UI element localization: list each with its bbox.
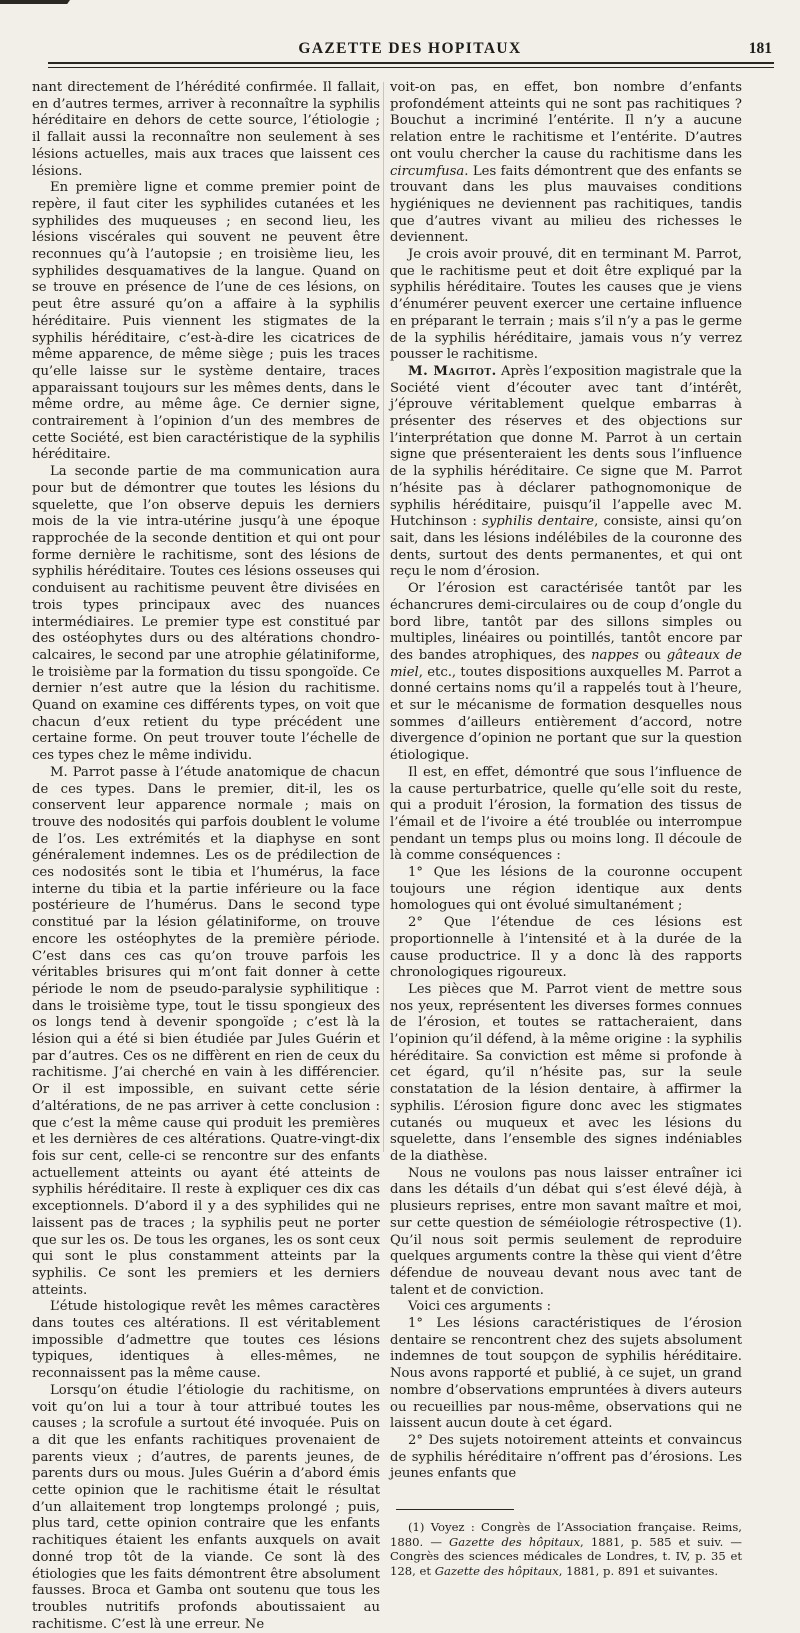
paragraph: Il est, en effet, démontré que sous l’influence de la cause perturbatrice, quelle qu’elle soit du reste, qui a produit l’érosion, la formation des tissus de l’émail et de l’ivoire a été troublée ou interrompue pendant un temps plus ou moins long. Il découle de là comme conséquences : — [390, 764, 742, 864]
column-divider — [383, 82, 384, 1152]
list-item: 2° Des sujets notoirement atteints et convaincus de syphilis héréditaire n’offrent pas d’érosions. Les jeunes enfants que — [390, 1432, 742, 1482]
footnote: (1) Voyez : Congrès de l’Association française. Reims, 1880. — Gazette des hôpitaux, 1881, p. 585 et suiv. — Congrès des sciences médicales de Londres, t. IV, p. 35 et 128, et Gazette des hôpitaux, 1881, p. 891 et suivantes. — [390, 1520, 742, 1578]
paragraph: Lorsqu’on étudie l’étiologie du rachitisme, on voit qu’on lui a tour à tour attribué toutes les causes ; la scrofule a surtout été invoquée. Puis on a dit que les enfants rachitiques provenaient de parents vieux ; d’autres, de parents jeunes, de parents durs ou mous. Jules Guérin a d’abord émis cette opinion que le rachitisme était le résultat d’un allaitement trop longtemps prolongé ; puis, plus tard, cette opinion contraire que les enfants rachitiques étaient les enfants auxquels on avait donné trop tôt de la viande. Ce sont là des étiologies que les faits démontrent être absolument fausses. Broca et Gamba ont soutenu que tous les troubles nutritifs profonds aboutissaient au rachitisme. C’est là une erreur. Ne — [32, 1382, 380, 1632]
paragraph: Or l’érosion est caractérisée tantôt par les échancrures demi-circulaires ou de coup d’ongle du bord libre, tantôt par des sillons simples ou multiples, linéaires ou pointillés, tantôt encore par des bandes atrophiques, des nappes ou gâteaux de miel, etc., toutes dispositions auxquelles M. Parrot a donné certains noms qu’il a rappelés tout à l’heure, et sur le mécanisme de formation desquelles nous sommes d’ailleurs entièrement d’accord, notre divergence d’opinion ne portant que sur la question étiologique. — [390, 581, 742, 764]
paragraph: La seconde partie de ma communication aura pour but de démontrer que toutes les lésions du squelette, que l’on observe depuis les derniers mois de la vie intra-utérine jusqu’à une époque rapprochée de la seconde dentition et qui ont pour forme dernière le rachitisme, sont des lésions de syphilis héréditaire. Toutes ces lésions osseuses qui conduisent au rachitisme peuvent être divisées en trois types principaux avec des nuances intermédiaires. Le premier type est constitué par des ostéophytes durs ou des altérations chondro-calcaires, le second par une atrophie gélatiniforme, le troisième par la formation du tissu spongoïde. Ce dernier n’est autre que la lésion du rachitisme. Quand on examine ces différents types, on voit que chacun d’eux retient du type précédent une certaine forme. On peut trouver toute l’échelle de ces types chez le même individu. — [32, 464, 380, 764]
list-item: 2° Que l’étendue de ces lésions est proportionnelle à l’intensité et à la durée de la cause productrice. Il y a donc là des rapports chronologiques rigoureux. — [390, 915, 742, 981]
header-rule-thin — [48, 67, 774, 68]
left-column — [32, 80, 380, 1633]
paragraph: M. Parrot passe à l’étude anatomique de chacun de ces types. Dans le premier, dit-il, les os conservent leur apparence normale ; mais on trouve des nodosités qui parfois doublent le volume de l’os. Les extrémités et la diaphyse en sont généralement indemnes. Les os de prédilection de ces nodosités sont le tibia et l’humérus, la face interne du tibia et la partie inférieure ou la face postérieure de l’humérus. Dans le second type constitué par la lésion gélatiniforme, on trouve encore les ostéophytes de la première période. C’est dans ces cas qu’on trouve parfois les véritables brisures qui m’ont fait donner à cette période le nom de pseudo-paralysie syphilitique : dans le troisième type, tout le tissu spongieux des os longs tend à devenir spongoïde ; c’est là la lésion qui a été si bien étudiée par Jules Guérin et par d’autres. Ces os ne diffèrent en rien de ceux du rachitisme. J’ai cherché en vain à les différencier. Or il est impossible, en suivant cette série d’altérations, de ne pas arriver à cette conclusion : que c’est la même cause qui produit les premières et les dernières de ces altérations. Quatre-vingt-dix fois sur cent, celle-ci se rencontre sur des enfants actuellement atteints ou ayant été atteints de syphilis héréditaire. Il reste à expliquer ces dix cas exceptionnels. D’abord il y a des syphilides qui ne laissent pas de traces ; la syphilis peut ne porter que sur les os. De tous les organes, les os sont ceux qui sont le plus constamment atteints par la syphilis. Ce sont les premiers et les derniers atteints. — [32, 764, 380, 1298]
page-header — [40, 40, 780, 60]
paragraph: En première ligne et comme premier point de repère, il faut citer les syphilides cutanées et les syphilides des muqueuses ; en second lieu, les lésions viscérales qui souvent ne peuvent être reconnues qu’à l’autopsie ; en troisième lieu, les syphilides desquamatives de la langue. Quand on se trouve en présence de l’une de ces lésions, on peut être assuré qu’on a affaire à la syphilis héréditaire. Puis viennent les stigmates de la syphilis héréditaire, c’est-à-dire les cicatrices de même apparence, de même siège ; puis les traces qu’elle laisse sur le système dentaire, traces apparaissant toujours sur les mêmes dents, dans le même ordre, au même âge. Ce dernier signe, contrairement à l’opinion d’un des membres de cette Société, est bien caractéristique de la syphilis héréditaire. — [32, 180, 380, 463]
journal-title: GAZETTE DES HOPITAUX — [298, 40, 522, 57]
right-column — [390, 80, 742, 1578]
paragraph: L’étude histologique revêt les mêmes caractères dans toutes ces altérations. Il est véritablement impossible d’admettre que toutes ces lésions typiques, identiques à elles-mêmes, ne reconnaissent pas la même cause. — [32, 1299, 380, 1382]
list-item: 1° Les lésions caractéristiques de l’érosion dentaire se rencontrent chez des sujets absolument indemnes de tout soupçon de syphilis héréditaire. Nous avons rapporté et publié, à ce sujet, un grand nombre d’observations empruntées à divers auteurs ou recueillies par nous-même, observations qui ne laissent aucun doute à cet égard. — [390, 1316, 742, 1432]
speaker-name: M. Magitot. — [408, 363, 497, 379]
header-rule-thick — [48, 62, 774, 64]
footnote-rule — [396, 1509, 514, 1510]
paragraph: voit-on pas, en effet, bon nombre d’enfants profondément atteints qui ne sont pas rachitiques ? Bouchut a incriminé l’entérite. Il n’y a aucune relation entre le rachitisme et l’entérite. D’autres ont voulu chercher la cause du rachitisme dans les circumfusa. Les faits démontrent que des enfants se trouvant dans les plus mauvaises conditions hygiéniques ne deviennent pas rachitiques, tandis que d’autres vivant au milieu des richesses le deviennent. — [390, 80, 742, 246]
paragraph: M. Magitot. Après l’exposition magistrale que la Société vient d’écouter avec tant d’intérêt, j’éprouve véritablement quelque embarras à présenter des réserves et des objections sur l’interprétation que donne M. Parrot à un certain signe que présenteraient les dents sous l’influence de la syphilis héréditaire. Ce signe que M. Parrot n’hésite pas à déclarer pathognomonique de syphilis héréditaire, puisqu’il l’appelle avec M. Hutchinson : syphilis dentaire, consiste, ainsi qu’on sait, dans les lésions indélébiles de la couronne des dents, surtout des dents permanentes, et qui ont reçu le nom d’érosion. — [390, 363, 742, 580]
paragraph: Les pièces que M. Parrot vient de mettre sous nos yeux, représentent les diverses formes connues de l’érosion, et toutes se rattacheraient, dans l’opinion qu’il défend, à la même origine : la syphilis héréditaire. Sa conviction est même si profonde à cet égard, qu’il n’hésite pas, sur la seule constatation de la lésion dentaire, à affirmer la syphilis. L’érosion figure donc avec les stigmates cutanés ou muqueux et avec les lésions du squelette, dans l’ensemble des signes indéniables de la diathèse. — [390, 981, 742, 1164]
paragraph: Voici ces arguments : — [408, 1299, 552, 1315]
paragraph: Nous ne voulons pas nous laisser entraîner ici dans les détails d’un débat qui s’est élevé déjà, à plusieurs reprises, entre mon savant maître et moi, sur cette question de séméiologie rétrospective (1). Qu’il nous soit permis seulement de reproduire quelques arguments contre la thèse qui vient d’être défendue de nouveau devant nous avec tant de talent et de conviction. — [390, 1165, 742, 1298]
paragraph: nant directement de l’hérédité confirmée. Il fallait, en d’autres termes, arriver à reconnaître la syphilis héréditaire en dehors de cette source, l’étiologie ; il fallait aussi la reconnaître non seulement à ses lésions actuelles, mais aux traces que laissent ces lésions. — [32, 80, 380, 179]
page-number: 181 — [748, 40, 772, 57]
list-item: 1° Que les lésions de la couronne occupent toujours une région identique aux dents homologues qui ont évolué simultanément ; — [390, 865, 742, 914]
page-corner-mark — [0, 0, 70, 4]
paragraph: Je crois avoir prouvé, dit en terminant M. Parrot, que le rachitisme peut et doit être expliqué par la syphilis héréditaire. Toutes les causes que je viens d’énumérer peuvent exercer une certaine influence en préparant le terrain ; mais s’il n’y a pas le germe de la syphilis héréditaire, jamais vous n’y verrez pousser le rachitisme. — [390, 247, 742, 363]
